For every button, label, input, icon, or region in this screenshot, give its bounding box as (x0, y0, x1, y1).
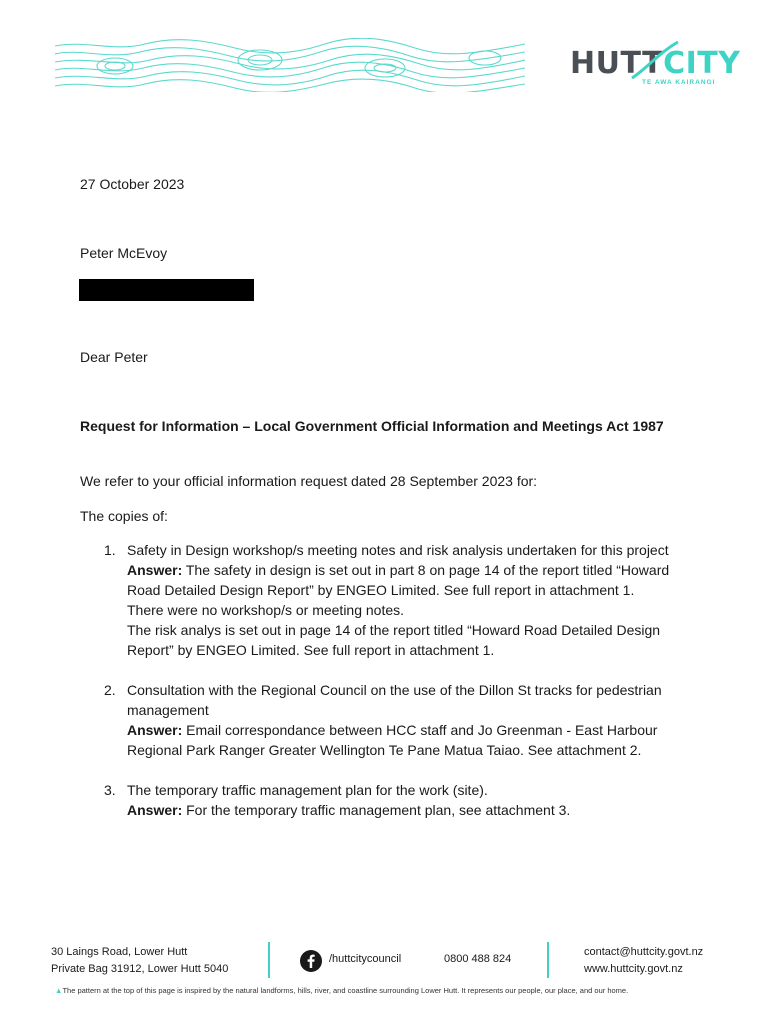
item-answer (127, 800, 694, 820)
answer-text: For the temporary traffic management plan, see attachment 3. (186, 802, 571, 818)
footer-divider (268, 942, 270, 978)
letter-date: 27 October 2023 (80, 176, 185, 192)
footer-contact (584, 944, 703, 978)
redacted-address (79, 279, 254, 301)
answer-label: Answer: (127, 722, 183, 738)
salutation: Dear Peter (80, 349, 148, 365)
logo-wordmark: HUTTCITY (570, 46, 741, 81)
item-request: Safety in Design workshop/s meeting notes and risk analysis undertaken for this project (127, 542, 669, 558)
address-line: Private Bag 31912, Lower Hutt 5040 (51, 963, 229, 975)
copies-label: The copies of: (80, 508, 168, 524)
letter-heading: Request for Information – Local Government Official Information and Meetings Act 1987 (80, 418, 664, 434)
request-list (104, 540, 694, 840)
hutt-city-logo (570, 40, 741, 92)
footer-divider (547, 942, 549, 978)
answer-label: Answer: (127, 802, 183, 818)
answer-label: Answer: (127, 562, 183, 578)
answer-text: The safety in design is set out in part 8 on page 14 of the report titled “Howard Road Detailed Design Report” by ENGEO Limited. See full report in attachment 1. (127, 562, 670, 598)
recipient-name: Peter McEvoy (80, 245, 168, 261)
list-item (104, 540, 694, 660)
item-answer (127, 720, 694, 760)
intro-paragraph: We refer to your official information request dated 28 September 2023 for: (80, 473, 538, 489)
address-line: 30 Laings Road, Lower Hutt (51, 946, 188, 958)
item-number: 3. (104, 782, 116, 798)
list-item (104, 680, 694, 760)
email-link[interactable]: contact@huttcity.govt.nz (584, 946, 704, 958)
item-request: Consultation with the Regional Council on the use of the Dillon St tracks for pedestrian management (127, 682, 662, 718)
logo-subtitle: TE AWA KAIRANGI (642, 79, 716, 86)
answer-text: Email correspondance between HCC staff and Jo Greenman - East Harbour Regional Park Ranger Greater Wellington Te Pane Matua Taiao. See attachment 2. (127, 722, 658, 758)
item-extra: The risk analys is set out in page 14 of the report titled “Howard Road Detailed Design Report” by ENGEO Limited. See full report in attachment 1. (127, 622, 661, 658)
landform-pattern (55, 38, 525, 92)
note-text: The pattern at the top of this page is inspired by the natural landforms, hills, river, and coastline surrounding Lower Hutt. It represents our people, our place, and our home. (62, 986, 629, 995)
item-request: The temporary traffic management plan for the work (site). (127, 782, 488, 798)
footer-address (51, 944, 228, 978)
item-extra: There were no workshop/s or meeting notes. (127, 602, 405, 618)
website-link[interactable]: www.huttcity.govt.nz (584, 963, 683, 975)
item-answer (127, 560, 694, 600)
pattern-note (55, 986, 628, 995)
logo-swoosh-icon (630, 40, 680, 80)
phone-number: 0800 488 824 (444, 953, 512, 965)
item-number: 2. (104, 682, 116, 698)
item-number: 1. (104, 542, 116, 558)
facebook-icon[interactable] (300, 950, 322, 972)
list-item (104, 780, 694, 820)
triangle-icon: ▲ (55, 986, 63, 995)
facebook-handle[interactable]: /huttcitycouncil (329, 953, 402, 965)
